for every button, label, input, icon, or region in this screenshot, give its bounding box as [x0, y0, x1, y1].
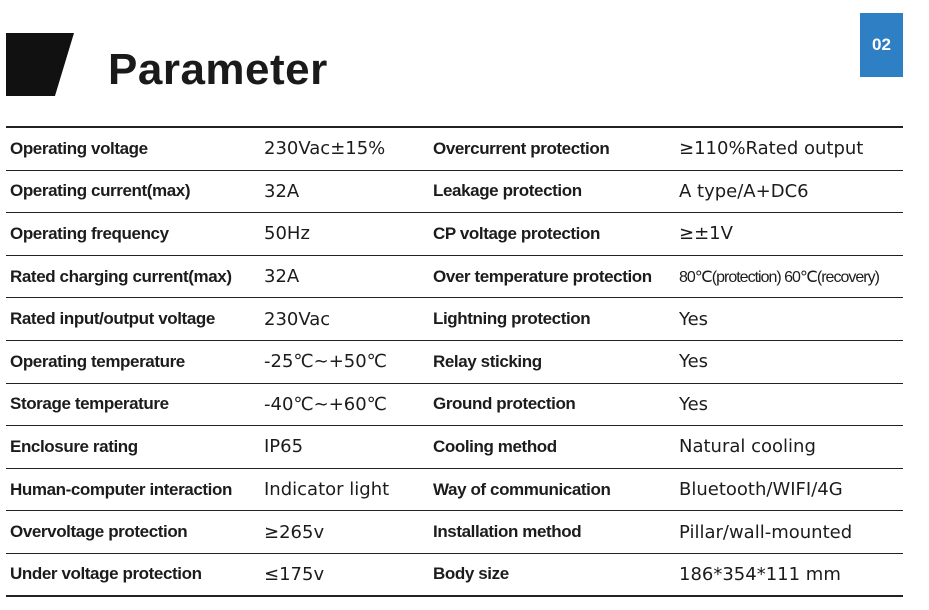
right-parameter-value: Natural cooling [679, 436, 816, 458]
left-parameter-value: -25℃~+50℃ [264, 351, 387, 373]
right-parameter-label: Leakage protection [433, 181, 582, 201]
left-parameter-value: -40℃~+60℃ [264, 393, 387, 415]
table-row [6, 128, 903, 171]
left-parameter-label: Operating temperature [10, 351, 185, 371]
right-parameter-value: Yes [679, 351, 709, 373]
right-parameter-value: ≥110%Rated output [679, 138, 864, 160]
left-parameter-value: 32A [264, 266, 300, 288]
right-parameter-value: ≥±1V [679, 223, 733, 245]
left-parameter-label: Operating voltage [10, 138, 148, 158]
right-parameter-label: Installation method [433, 522, 582, 542]
right-parameter-label: Over temperature protection [433, 266, 652, 286]
left-parameter-label: Operating frequency [10, 223, 169, 243]
right-parameter-value: Pillar/wall-mounted [679, 521, 853, 543]
table-row [6, 511, 903, 554]
page-number-badge: 02 [860, 13, 903, 77]
right-parameter-value: Bluetooth/WIFI/4G [679, 479, 843, 501]
left-parameter-label: Rated input/output voltage [10, 309, 215, 329]
right-parameter-label: Overcurrent protection [433, 138, 610, 158]
left-parameter-value: 50Hz [264, 223, 310, 245]
right-parameter-label: Relay sticking [433, 351, 542, 371]
right-parameter-label: Cooling method [433, 436, 557, 456]
table-row [6, 384, 903, 427]
left-parameter-value: ≤175v [264, 563, 325, 585]
page-title: Parameter [108, 45, 328, 94]
table-row [6, 298, 903, 341]
right-parameter-label: Way of communication [433, 479, 611, 499]
header-black-mark [6, 33, 74, 96]
right-parameter-value: 80℃(protection) 60℃(recovery) [679, 268, 879, 286]
left-parameter-value: 32A [264, 180, 300, 202]
left-parameter-label: Human-computer interaction [10, 479, 232, 499]
table-row [6, 213, 903, 256]
left-parameter-label: Storage temperature [10, 394, 169, 414]
left-parameter-value: ≥265v [264, 521, 325, 543]
left-parameter-label: Enclosure rating [10, 436, 138, 456]
right-parameter-label: CP voltage protection [433, 223, 600, 243]
left-parameter-value: 230Vac±15% [264, 138, 386, 160]
table-row [6, 469, 903, 512]
right-parameter-value: 186*354*111 mm [679, 563, 841, 585]
left-parameter-value: 230Vac [264, 308, 331, 330]
left-parameter-label: Operating current(max) [10, 181, 191, 201]
right-parameter-value: A type/A+DC6 [679, 180, 809, 202]
table-row [6, 341, 903, 384]
left-parameter-label: Overvoltage protection [10, 522, 188, 542]
left-parameter-value: IP65 [264, 436, 304, 458]
table-row [6, 426, 903, 469]
right-parameter-label: Lightning protection [433, 309, 591, 329]
table-row [6, 554, 903, 597]
right-parameter-label: Body size [433, 564, 509, 584]
left-parameter-value: Indicator light [264, 479, 390, 501]
table-row [6, 171, 903, 214]
spec-table [6, 126, 903, 597]
left-parameter-label: Rated charging current(max) [10, 266, 232, 286]
table-row [6, 256, 903, 299]
left-parameter-label: Under voltage protection [10, 564, 202, 584]
right-parameter-value: Yes [679, 393, 709, 415]
right-parameter-label: Ground protection [433, 394, 576, 414]
right-parameter-value: Yes [679, 308, 709, 330]
